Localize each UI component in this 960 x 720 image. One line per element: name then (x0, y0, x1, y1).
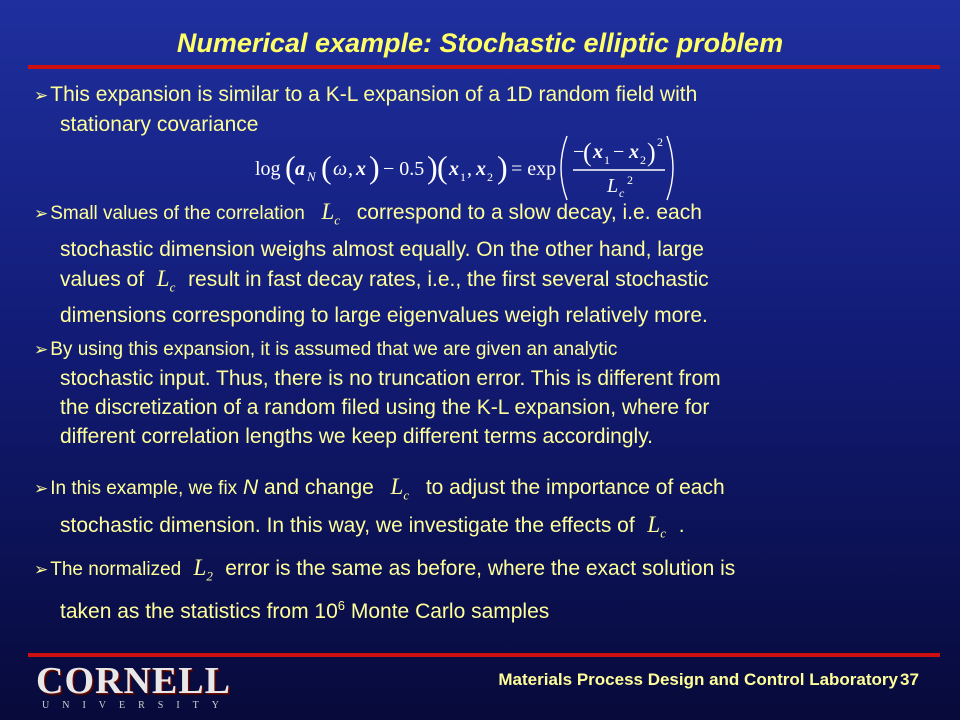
svg-text:a: a (295, 158, 305, 180)
bullet-1 (34, 80, 934, 139)
svg-text:): ) (427, 149, 438, 185)
bullet-5-line-1-tail: error is the same as before, where the exact solution is (225, 557, 736, 580)
bullet-4-line-1-mid: and change (264, 476, 374, 499)
svg-text:(: ( (583, 138, 592, 167)
svg-text:2: 2 (657, 135, 663, 149)
correlation-length-symbol: $L_c$ (390, 474, 410, 503)
page-title: Numerical example: Stochastic elliptic problem (176, 28, 784, 58)
svg-text:c: c (619, 186, 625, 200)
svg-text:): ) (647, 138, 656, 167)
bullet-5-line-2-tail: Monte Carlo samples (345, 599, 550, 623)
correlation-length-symbol: $L_c$ (156, 265, 176, 295)
bullet-2-line-1-lead: Small values of the correlation (50, 203, 305, 224)
svg-text:1: 1 (460, 170, 466, 184)
svg-text:2: 2 (487, 170, 493, 184)
svg-text:x: x (449, 158, 459, 180)
footer-lab-name: Materials Process Design and Control Laboratory (498, 670, 898, 689)
bullet-2 (34, 197, 934, 330)
bullet-4-line-1-lead: In this example, we fix (50, 478, 238, 499)
bullet-1-line-2: stationary covariance (60, 113, 259, 136)
bullet-3 (34, 334, 934, 451)
svg-text:x: x (476, 158, 486, 180)
bullet-3-line-3: the discretization of a random filed using the K-L expansion, where for (60, 396, 710, 419)
bullet-2-line-4: dimensions corresponding to large eigenvalues weigh relatively more. (60, 304, 708, 328)
svg-text:N: N (307, 169, 316, 184)
svg-text:,: , (348, 158, 353, 180)
svg-text:): ) (497, 149, 508, 185)
bullet-2-line-3-lead: values of (60, 267, 145, 291)
bullet-4-line-1-tail: to adjust the importance of each (425, 476, 725, 499)
footer-divider (28, 653, 940, 657)
svg-text:2: 2 (627, 173, 633, 187)
bullet-3-line-1: By using this expansion, it is assumed that we are given an analytic (50, 339, 618, 360)
bullet-4-n-symbol: N (243, 476, 259, 499)
bullet-4-line-2-lead: stochastic dimension. In this way, we investigate the effects of (60, 513, 635, 537)
svg-text:(: ( (437, 149, 448, 185)
svg-text:x: x (593, 141, 603, 163)
bullet-4 (34, 472, 934, 547)
page-number: 37 (900, 670, 919, 689)
correlation-length-symbol: $L_c$ (647, 511, 666, 541)
svg-text:1: 1 (604, 153, 610, 167)
bullet-2-line-1-tail: correspond to a slow decay, i.e. each (356, 201, 702, 224)
bullet-2-line-2: stochastic dimension weighs almost equally. On the other hand, large (60, 237, 704, 261)
correlation-length-symbol: $L_c$ (321, 199, 341, 228)
l2-norm-symbol: $L_2$ (193, 555, 213, 584)
bullet-5-line-1-lead: The normalized (50, 559, 182, 580)
bullet-5 (34, 553, 934, 626)
svg-text:2: 2 (640, 153, 646, 167)
svg-text:ω: ω (333, 158, 348, 180)
bullet-5-exponent: 6 (337, 597, 346, 613)
formula-log: log (255, 158, 281, 180)
bullet-5-line-2-lead: taken as the statistics from 10 (60, 599, 338, 623)
svg-text:= exp: = exp (511, 158, 557, 180)
bullet-4-line-2-tail: . (678, 513, 685, 537)
svg-text:−: − (573, 141, 585, 163)
svg-text:x: x (629, 141, 639, 163)
bullet-3-line-4: different correlation lengths we keep different terms accordingly. (60, 425, 653, 448)
arrow-bullet-icon: ➢ (34, 86, 49, 105)
arrow-bullet-icon: ➢ (34, 204, 49, 223)
arrow-bullet-icon: ➢ (34, 340, 49, 359)
bullet-3-line-2: stochastic input. Thus, there is no truncation error. This is different from (60, 367, 721, 390)
arrow-bullet-icon: ➢ (34, 560, 49, 579)
svg-text:(: ( (321, 149, 332, 185)
svg-text:(: ( (285, 149, 296, 185)
bullet-2-line-3-tail: result in fast decay rates, i.e., the first several stochastic (188, 267, 709, 291)
svg-text:L: L (607, 175, 619, 197)
covariance-formula (255, 132, 675, 204)
svg-text:): ) (369, 149, 380, 185)
bullet-1-line-1: This expansion is similar to a K-L expansion of a 1D random field with (50, 83, 698, 106)
cornell-logo: CORNELL UNIVERSITY (36, 660, 232, 711)
title-divider (28, 65, 940, 69)
svg-text:,: , (467, 158, 472, 180)
svg-text:x: x (356, 158, 366, 180)
svg-text:− 0.5: − 0.5 (383, 158, 425, 180)
arrow-bullet-icon: ➢ (34, 479, 49, 498)
svg-text:−: − (613, 141, 625, 163)
